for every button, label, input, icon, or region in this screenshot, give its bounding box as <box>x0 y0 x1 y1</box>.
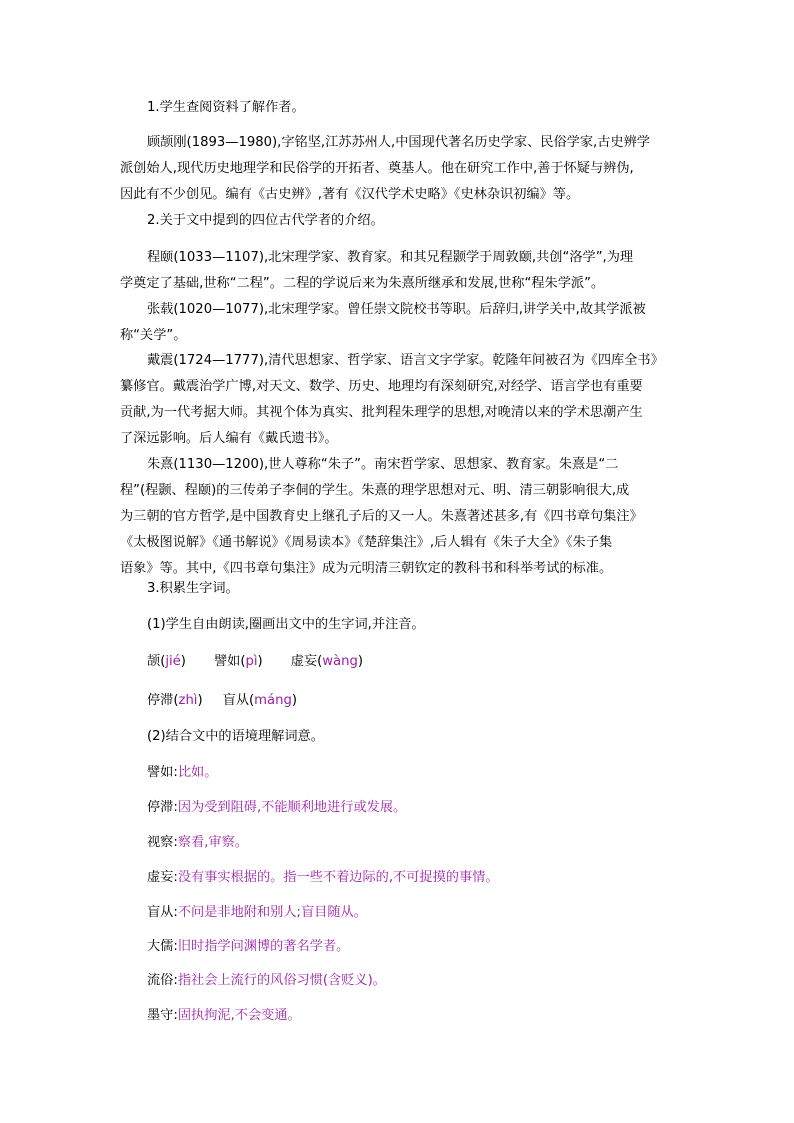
text-line: 顾颉刚(1893—1980),字铭坚,江苏苏州人,中国现代著名历史学家、民俗学家,古史辨学 <box>147 135 650 150</box>
definition-term: 停滞: <box>147 800 178 815</box>
text-line: 学奠定了基础,世称“二程”。二程的学说后来为朱熹所继承和发展,世称“程朱学派”。 <box>120 276 605 291</box>
definition-meaning: 旧时指学问渊博的著名学者。 <box>177 939 350 954</box>
text-line: 为三朝的官方哲学,是中国教育史上继孔子后的又一人。朱熹著述甚多,有《四书章句集注》 <box>120 509 643 524</box>
definition-term: 譬如: <box>147 765 178 780</box>
author-paragraph <box>120 130 667 208</box>
pinyin-item: 盲从(máng) <box>222 693 297 708</box>
definition-item <box>147 795 667 821</box>
definition-item <box>147 968 667 994</box>
text-line: 朱熹(1130—1200),世人尊称“朱子”。南宋哲学家、思想家、教育家。朱熹是“二 <box>147 457 619 472</box>
pinyin-item: 譬如(pì) <box>213 654 263 669</box>
text-line: 派创始人,现代历史地理学和民俗学的开拓者、奠基人。他在研究工作中,善于怀疑与辨伪, <box>120 161 634 176</box>
sub-question-1 <box>147 612 667 638</box>
text-line: 因此有不少创见。编有《古史辨》,著有《汉代学术史略》《史林杂识初编》等。 <box>120 187 580 202</box>
definition-meaning: 不问是非地附和别人;盲目随从。 <box>177 905 367 920</box>
sub-question-2 <box>147 724 667 750</box>
definition-item <box>147 1003 667 1029</box>
chengyi-paragraph <box>120 245 667 297</box>
heading-text: 2.关于文中提到的四位古代学者的介绍。 <box>147 213 384 228</box>
definition-meaning: 指社会上流行的风俗习惯(含贬义)。 <box>177 973 386 988</box>
sub-question-text: (1)学生自由朗读,圈画出文中的生字词,并注音。 <box>147 617 425 632</box>
text-line: 贡献,为一代考据大师。其视个体为真实、批判程朱理学的思想,对晚清以来的学术思潮产生 <box>120 405 643 420</box>
text-line: 称“关学”。 <box>120 328 187 343</box>
text-line: 了深远影响。后人编有《戴氏遗书》。 <box>120 431 338 446</box>
definition-item <box>147 865 667 891</box>
section-1-heading <box>147 95 667 121</box>
section-2-heading <box>147 208 667 234</box>
text-line: 纂修官。戴震治学广博,对天文、数学、历史、地理均有深刻研究,对经学、语言学也有重要 <box>120 379 643 394</box>
definition-item <box>147 760 667 786</box>
pinyin-item: 虚妄(wàng) <box>290 654 363 669</box>
text-line: 程颐(1033—1107),北宋理学家、教育家。和其兄程颢学于周敦颐,共创“洛学”,为理 <box>147 250 634 265</box>
definition-item <box>147 900 667 926</box>
definition-term: 墨守: <box>147 1008 178 1023</box>
text-line: 语象》等。其中,《四书章句集注》成为元明清三朝钦定的教科书和科举考试的标准。 <box>120 561 613 576</box>
zhuxi-paragraph <box>120 452 667 582</box>
definition-meaning: 比如。 <box>177 765 218 780</box>
text-line: 张载(1020—1077),北宋理学家。曾任崇文院校书等职。后辞归,讲学关中,故其学派被 <box>147 302 646 317</box>
definition-meaning: 因为受到阻碍,不能顺利地进行或发展。 <box>177 800 407 815</box>
heading-text: 3.积累生字词。 <box>147 581 239 596</box>
daizhen-paragraph <box>120 348 667 452</box>
section-3-heading <box>147 576 667 602</box>
definition-term: 视察: <box>147 835 178 850</box>
definition-meaning: 没有事实根据的。指一些不着边际的,不可捉摸的事情。 <box>177 870 499 885</box>
pinyin-item: 颉(jié) <box>147 654 186 669</box>
definition-item <box>147 934 667 960</box>
pinyin-item: 停滞(zhì) <box>147 693 203 708</box>
definition-term: 盲从: <box>147 905 178 920</box>
definition-item <box>147 830 667 856</box>
sub-question-text: (2)结合文中的语境理解词意。 <box>147 729 324 744</box>
definition-term: 流俗: <box>147 973 178 988</box>
definition-term: 虚妄: <box>147 870 178 885</box>
heading-text: 1.学生查阅资料了解作者。 <box>147 100 305 115</box>
text-line: 程”(程颢、程颐)的三传弟子李侗的学生。朱熹的理学思想对元、明、清三朝影响很大,成 <box>120 483 630 498</box>
pinyin-row-2 <box>147 688 667 714</box>
zhangzai-paragraph <box>120 297 667 349</box>
definition-term: 大儒: <box>147 939 178 954</box>
definition-meaning: 固执拘泥,不会变通。 <box>177 1008 301 1023</box>
pinyin-row-1 <box>147 649 667 675</box>
definition-meaning: 察看,审察。 <box>177 835 248 850</box>
text-line: 《太极图说解》《通书解说》《周易读本》《楚辞集注》,后人辑有《朱子大全》《朱子集 <box>120 535 613 550</box>
text-line: 戴震(1724—1777),清代思想家、哲学家、语言文字学家。乾隆年间被召为《四库全书》 <box>147 353 664 368</box>
